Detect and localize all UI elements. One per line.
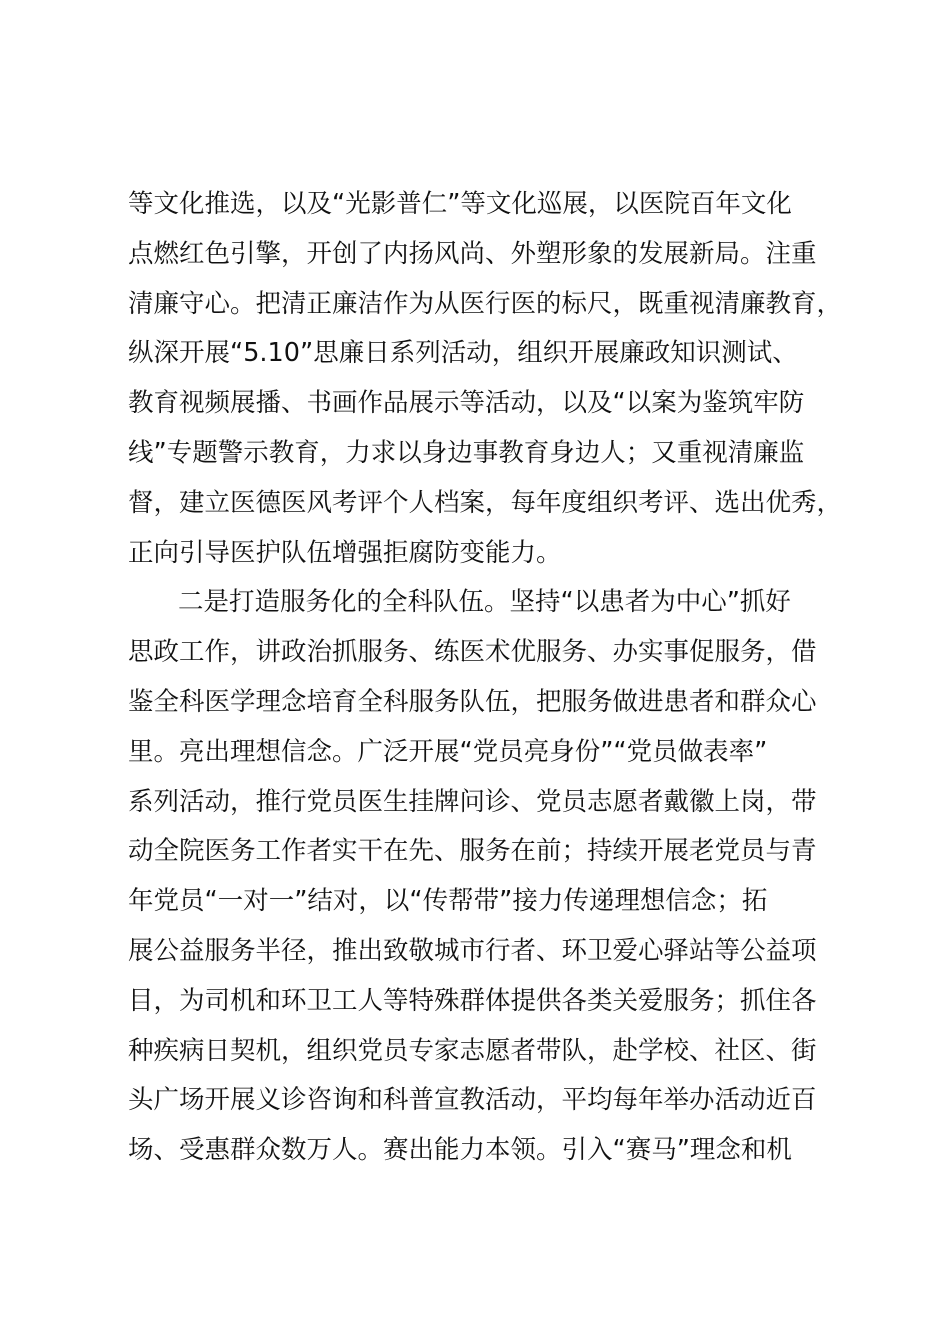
text-line: 年党员“一对一”结对，以“传帮带”接力传递理想信念；拓 <box>128 886 768 917</box>
text-line: 线”专题警示教育，力求以身边事教育身边人；又重视清廉监 <box>128 437 805 468</box>
text-line: 正向引导医护队伍增强拒腐防变能力。 <box>128 537 562 568</box>
text-line: 里。亮出理想信念。广泛开展“党员亮身份”“党员做表率” <box>128 736 768 767</box>
text-line: 教育视频展播、书画作品展示等活动，以及“以案为鉴筑牢防 <box>128 388 805 419</box>
text-line: 展公益服务半径，推出致敬城市行者、环卫爱心驿站等公益项 <box>128 935 817 966</box>
text-line: 纵深开展“5.10”思廉日系列活动，组织开展廉政知识测试、 <box>128 338 798 369</box>
text-line: 场、受惠群众数万人。赛出能力本领。引入“赛马”理念和机 <box>128 1135 792 1166</box>
text-line: 点燃红色引擎，开创了内扬风尚、外塑形象的发展新局。注重 <box>128 238 817 269</box>
text-line: 系列活动，推行党员医生挂牌问诊、党员志愿者戴徽上岗，带 <box>128 786 817 817</box>
text-line: 督，建立医德医风考评个人档案，每年度组织考评、选出优秀， <box>128 487 843 518</box>
text-line: 清廉守心。把清正廉洁作为从医行医的标尺，既重视清廉教育， <box>128 288 843 319</box>
body-text <box>128 180 858 1176</box>
text-line: 鉴全科医学理念培育全科服务队伍，把服务做进患者和群众心 <box>128 686 817 717</box>
text-line: 头广场开展义诊咨询和科普宣教活动，平均每年举办活动近百 <box>128 1085 817 1116</box>
text-line: 目，为司机和环卫工人等特殊群体提供各类关爱服务；抓住各 <box>128 985 817 1016</box>
text-line: 等文化推选，以及“光影普仁”等文化巡展，以医院百年文化 <box>128 189 792 219</box>
paragraph-start-line: 二是打造服务化的全科队伍。坚持“以患者为中心”抓好 <box>178 587 791 618</box>
text-line: 种疾病日契机，组织党员专家志愿者带队，赴学校、社区、街 <box>128 1035 817 1066</box>
text-line: 动全院医务工作者实干在先、服务在前；持续开展老党员与青 <box>128 836 817 867</box>
text-line: 思政工作，讲政治抓服务、练医术优服务、办实事促服务，借 <box>128 637 817 668</box>
